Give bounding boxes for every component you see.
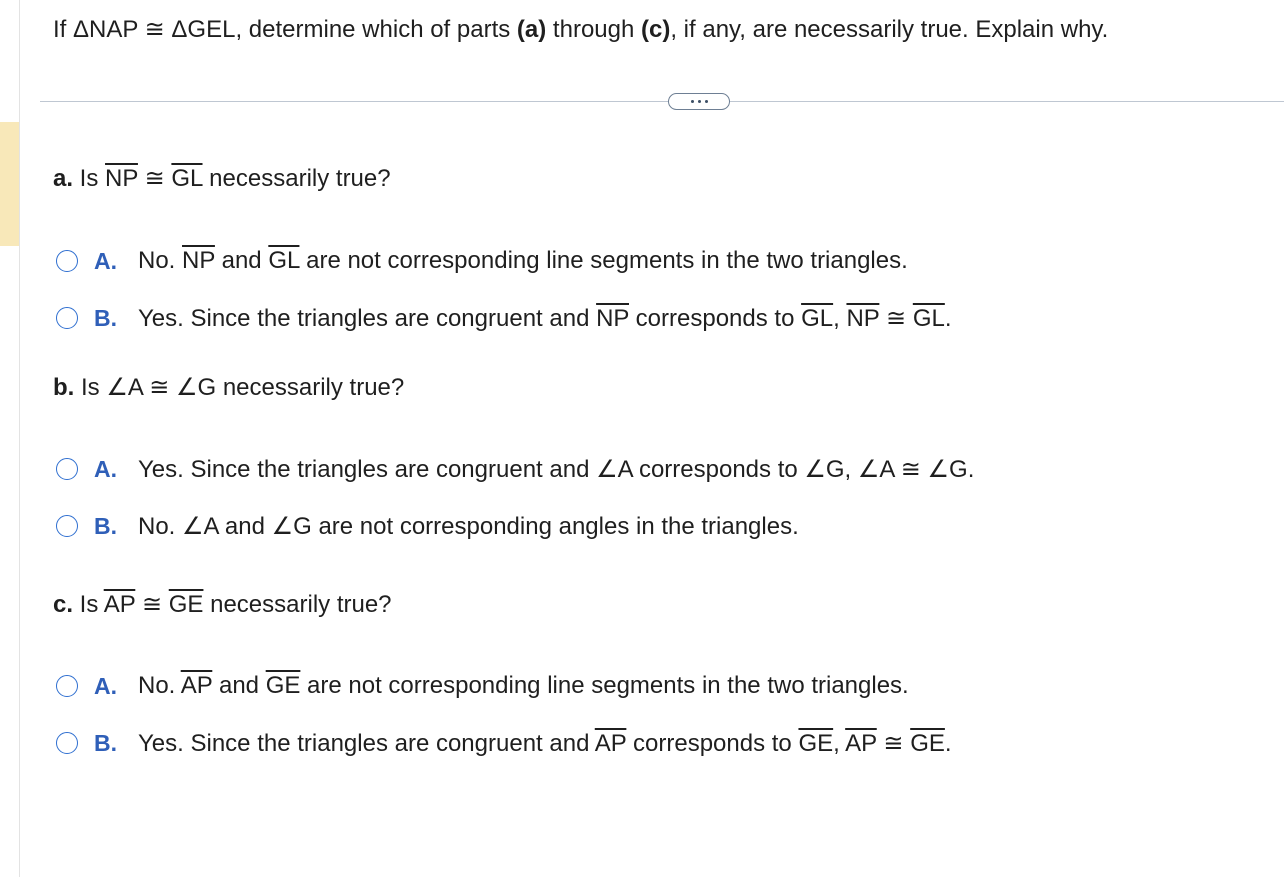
segment-ap: $\overline{AP}$ (103, 591, 136, 618)
segment-np: $\overline{NP}$ (596, 304, 629, 332)
option-text (138, 304, 952, 333)
segment-gl: $\overline{GL}$ (171, 165, 203, 192)
question-part-ref-a: (a) (516, 16, 547, 43)
option-text-part: . (944, 304, 952, 332)
segment-ge: $\overline{GE}$ (910, 729, 945, 757)
segment-np: $\overline{NP}$ (182, 247, 215, 274)
segment-ge: $\overline{GE}$ (798, 729, 834, 757)
option-letter: A. (94, 455, 117, 482)
ellipsis-icon (698, 100, 701, 103)
question-text-part: Is ∠A ≅ ∠G necessarily true? (74, 374, 405, 401)
ellipsis-icon (691, 100, 694, 103)
segment-ap: $\overline{AP}$ (845, 729, 877, 757)
part-c-question (53, 589, 392, 621)
part-b-option-a[interactable] (56, 454, 974, 484)
option-text-part: , (833, 304, 847, 332)
part-a-question (53, 163, 391, 195)
left-border (19, 0, 20, 877)
question-text-part: Is (73, 591, 104, 618)
option-text (138, 672, 909, 700)
option-letter: B. (94, 729, 117, 756)
radio-button[interactable] (56, 515, 78, 537)
segment-ap: $\overline{AP}$ (180, 672, 213, 699)
option-text-part: corresponds to (626, 729, 799, 757)
divider (40, 101, 1284, 102)
question-text-part: necessarily true? (203, 591, 392, 618)
radio-button[interactable] (56, 732, 78, 754)
part-a-option-a[interactable] (56, 246, 908, 276)
option-letter: A. (94, 247, 117, 274)
segment-np: $\overline{NP}$ (846, 304, 880, 332)
segment-ge: $\overline{GE}$ (168, 591, 204, 618)
radio-button[interactable] (56, 250, 78, 272)
segment-ge: $\overline{GE}$ (265, 672, 301, 699)
part-c-option-a[interactable] (56, 671, 909, 701)
ellipsis-icon (705, 100, 708, 103)
congruent-symbol: ≅ (137, 165, 172, 192)
part-b-question (53, 372, 404, 404)
segment-gl: $\overline{GL}$ (801, 304, 834, 332)
option-text (138, 247, 908, 275)
option-text (138, 729, 952, 758)
part-c-option-b[interactable] (56, 728, 952, 758)
option-text-part: Yes. Since the triangles are congruent and (138, 729, 595, 757)
question-text-part: through (546, 16, 641, 43)
part-a-label: a. (53, 165, 74, 192)
option-letter: A. (94, 672, 117, 699)
part-b-label: b. (53, 374, 75, 401)
option-text-part: . (944, 729, 952, 757)
option-letter: B. (94, 512, 117, 539)
radio-button[interactable] (56, 307, 78, 329)
option-text-part: and (212, 672, 266, 699)
segment-gl: $\overline{GL}$ (268, 247, 300, 274)
question-text-part: If ΔNAP ≅ ΔGEL, determine which of parts (53, 16, 517, 43)
question-part-ref-c: (c) (641, 16, 671, 43)
option-text-part: are not corresponding line segments in the two triangles. (300, 672, 909, 699)
option-text: Yes. Since the triangles are congruent and ∠A corresponds to ∠G, ∠A ≅ ∠G. (138, 455, 975, 483)
question-text-part: , if any, are necessarily true. Explain why. (670, 16, 1109, 43)
option-text: No. ∠A and ∠G are not corresponding angles in the triangles. (138, 512, 799, 540)
question-text-part: Is (73, 165, 106, 192)
radio-button[interactable] (56, 675, 78, 697)
option-text-part: and (214, 247, 269, 274)
question-text-part: necessarily true? (202, 165, 391, 192)
radio-button[interactable] (56, 458, 78, 480)
part-b-option-b[interactable] (56, 511, 799, 541)
congruent-symbol: ≅ (879, 304, 913, 332)
segment-np: $\overline{NP}$ (105, 165, 138, 192)
congruent-symbol: ≅ (876, 729, 911, 757)
question-text (53, 14, 1108, 46)
congruent-symbol: ≅ (135, 591, 169, 618)
active-part-indicator (0, 122, 19, 246)
option-text-part: , (833, 729, 846, 757)
part-a-option-b[interactable] (56, 303, 952, 333)
option-text-part: are not corresponding line segments in the two triangles. (299, 247, 908, 274)
option-text-part: corresponds to (629, 304, 802, 332)
expand-button[interactable] (668, 93, 730, 110)
segment-ap: $\overline{AP}$ (594, 729, 627, 757)
part-c-label: c. (53, 591, 74, 618)
segment-gl: $\overline{GL}$ (912, 304, 945, 332)
option-letter: B. (94, 304, 117, 331)
option-text-part: Yes. Since the triangles are congruent and (138, 304, 597, 332)
option-text-part: No. (138, 672, 181, 699)
option-text-part: No. (138, 247, 183, 274)
